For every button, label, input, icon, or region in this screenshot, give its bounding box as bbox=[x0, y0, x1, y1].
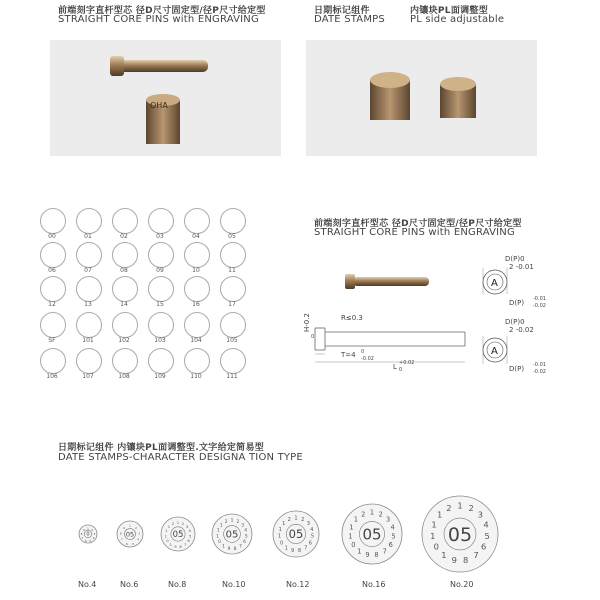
date-stamp-ring-digit: 3 bbox=[477, 509, 483, 520]
date-stamp-ring-digit: 2 bbox=[301, 516, 305, 523]
date-stamp-ring-digit: 0 bbox=[166, 539, 169, 544]
dim-dp-side2: D(P) bbox=[509, 365, 525, 373]
dim-l-tol-upper: +0.02 bbox=[399, 360, 415, 366]
date-stamp-ring-digit: 9 bbox=[227, 547, 231, 553]
symbol-cell bbox=[112, 242, 138, 268]
date-stamp-ring-digit: 1 bbox=[219, 523, 223, 529]
dim-h: H-0.2 bbox=[303, 313, 311, 332]
date-stamp-ring-digit: 7 bbox=[239, 544, 242, 550]
date-stamps-photo bbox=[306, 40, 537, 156]
date-stamp-ring-digit: 1 bbox=[284, 545, 288, 552]
engraving-text: OHA bbox=[150, 101, 168, 110]
dim-t-tol-lower: -0.02 bbox=[361, 356, 374, 362]
date-stamp-ring-digit: 1 bbox=[441, 550, 447, 561]
symbol-cell bbox=[76, 208, 102, 234]
date-stamp-ring-digit: 1 bbox=[457, 500, 463, 511]
dim-r: R≤0.3 bbox=[341, 314, 363, 322]
symbol-caption: 104 bbox=[190, 337, 202, 344]
middle-title-cn: 前端刻字直杆型芯 径D尺寸固定型/径P尺寸给定型 bbox=[314, 219, 522, 229]
symbol-caption: 14 bbox=[120, 301, 128, 308]
date-stamp-ring-digit: 1 bbox=[87, 526, 89, 531]
date-stamp bbox=[340, 502, 404, 566]
top-right-title-en-1: DATE STAMPS bbox=[314, 14, 385, 25]
dim-dp-top2: D(P)0 bbox=[505, 318, 525, 326]
date-stamp-ring-digit: 0 bbox=[280, 540, 284, 547]
date-stamp-ring-digit: 2 bbox=[236, 519, 240, 525]
symbol-caption: 00 bbox=[48, 233, 56, 240]
date-stamp-ring-digit: 2 bbox=[287, 516, 291, 523]
date-stamp-ring-digit: 4 bbox=[244, 528, 248, 534]
core-pins-illustration bbox=[50, 40, 281, 156]
date-stamp-ring-digit: 1 bbox=[167, 524, 171, 529]
date-stamp-ring-digit: 6 bbox=[125, 541, 128, 546]
date-stamp-ring-digit: 1 bbox=[169, 542, 173, 547]
date-stamp-label: No.6 bbox=[120, 580, 139, 589]
symbol-caption: 111 bbox=[226, 373, 238, 380]
date-stamp-ring-digit: 2 bbox=[468, 503, 474, 514]
symbol-cell bbox=[148, 348, 174, 374]
date-stamp-ring-digit: 2 bbox=[171, 521, 175, 526]
symbol-cell bbox=[220, 276, 246, 302]
date-stamp-ring-digit: 9 bbox=[123, 525, 125, 530]
date-stamp-ring-digit: 9 bbox=[82, 528, 85, 533]
date-stamp-ring-digit: 1 bbox=[348, 532, 353, 541]
symbol-cell bbox=[76, 276, 102, 302]
symbol-cell bbox=[112, 348, 138, 374]
symbol-caption: 13 bbox=[84, 301, 92, 308]
date-stamp bbox=[271, 509, 321, 559]
symbol-cell bbox=[184, 276, 210, 302]
date-stamp-ring-digit: 8 bbox=[463, 554, 469, 565]
symbol-cell bbox=[220, 348, 246, 374]
date-stamp-ring-digit: 1 bbox=[353, 515, 359, 524]
date-stamp-ring-digit: 9 bbox=[365, 551, 370, 560]
date-stamp-label: No.12 bbox=[286, 580, 310, 589]
middle-title-en: STRAIGHT CORE PINS with ENGRAVING bbox=[314, 227, 515, 238]
dim-dp-side2-tol-upper: -0.01 bbox=[533, 362, 546, 368]
symbol-caption: 16 bbox=[192, 301, 200, 308]
date-stamp-ring-digit: 1 bbox=[222, 544, 225, 550]
dim-dp-side: D(P) bbox=[509, 299, 525, 307]
date-stamp-ring-digit: 8 bbox=[374, 551, 379, 560]
date-stamp-ring-digit: 3 bbox=[93, 531, 96, 536]
symbol-cell bbox=[148, 208, 174, 234]
symbol-cell bbox=[40, 312, 66, 338]
symbol-cell bbox=[40, 208, 66, 234]
dim-t-tol-upper: 0 bbox=[361, 349, 365, 355]
date-stamp-label: No.16 bbox=[362, 580, 386, 589]
symbol-cell bbox=[40, 242, 66, 268]
date-stamp-ring-digit: 5 bbox=[89, 539, 92, 544]
symbol-cell bbox=[112, 208, 138, 234]
top-right-title-cn-2: 内镶块PL面调整型 bbox=[410, 6, 489, 16]
symbol-caption: 05 bbox=[228, 233, 236, 240]
date-stamp-ring-digit: 7 bbox=[120, 537, 123, 542]
symbol-cell bbox=[40, 348, 66, 374]
dim-l-tol-lower: 0 bbox=[399, 367, 403, 373]
date-stamp-ring-digit: 1 bbox=[278, 526, 282, 533]
date-stamp-ring-digit: 1 bbox=[277, 533, 282, 540]
date-stamp-ring-digit: 6 bbox=[308, 540, 312, 547]
date-stamp-label: No.8 bbox=[168, 580, 187, 589]
date-stamp-ring-digit: 1 bbox=[165, 529, 168, 534]
symbol-cell bbox=[184, 242, 210, 268]
top-right-title-en-2: PL side adjustable bbox=[410, 14, 505, 25]
symbol-cell bbox=[220, 208, 246, 234]
date-stamp-ring-digit: 6 bbox=[187, 539, 190, 544]
symbol-caption: 06 bbox=[48, 267, 56, 274]
dim-dp-side2-tol-lower: -0.02 bbox=[533, 369, 546, 375]
date-stamp-ring-digit: 8 bbox=[297, 548, 302, 555]
date-stamp-ring-digit: 0 bbox=[351, 540, 356, 549]
bottom-title-cn: 日期标记组件 内镶块PL面调整型.文字给定简易型 bbox=[58, 443, 265, 453]
symbol-caption: 02 bbox=[120, 233, 128, 240]
date-stamp-ring-digit: 2 bbox=[224, 519, 228, 525]
date-stamp-center: 05 bbox=[362, 525, 382, 544]
date-stamp-ring-digit: 7 bbox=[304, 545, 308, 552]
date-stamp-ring-digit: 9 bbox=[451, 554, 457, 565]
letter-a-top: A bbox=[491, 278, 498, 289]
date-stamp-center: 0 bbox=[86, 531, 90, 538]
date-stamp-center: 05 bbox=[125, 530, 135, 539]
symbol-caption: 11 bbox=[228, 267, 236, 274]
date-stamp-ring-digit: 4 bbox=[92, 536, 95, 541]
symbol-cell bbox=[220, 312, 246, 338]
symbol-cell bbox=[148, 242, 174, 268]
symbol-cell bbox=[184, 208, 210, 234]
date-stamp bbox=[77, 523, 99, 545]
date-stamp-ring-digit: 1 bbox=[164, 534, 168, 539]
date-stamp bbox=[115, 519, 145, 549]
date-stamp-ring-digit: 4 bbox=[188, 529, 191, 534]
date-stamp-ring-digit: 2 bbox=[446, 503, 452, 514]
date-stamp-ring-digit: 1 bbox=[216, 534, 220, 540]
symbol-caption: 109 bbox=[154, 373, 166, 380]
core-pin-drawing bbox=[295, 250, 555, 400]
date-stamp-ring-digit: 1 bbox=[431, 519, 437, 530]
symbol-caption: 07 bbox=[84, 267, 92, 274]
symbol-caption: 01 bbox=[84, 233, 92, 240]
date-stamp-ring-digit: 7 bbox=[183, 542, 187, 547]
date-stamp-center: 05 bbox=[447, 523, 473, 546]
date-stamp-ring-digit: 7 bbox=[81, 536, 84, 541]
date-stamp-row bbox=[60, 490, 520, 600]
date-stamp-ring-digit: 2 bbox=[361, 510, 366, 519]
symbol-caption: 15 bbox=[156, 301, 164, 308]
dim-dp-side-tol-lower: -0.02 bbox=[533, 303, 546, 309]
symbol-cell bbox=[184, 312, 210, 338]
symbol-cell bbox=[76, 242, 102, 268]
top-left-title-cn: 前端刻字直杆型芯 径D尺寸固定型/径P尺寸给定型 bbox=[58, 6, 266, 16]
date-stamp-ring-digit: 7 bbox=[382, 547, 387, 556]
date-stamp-label: No.20 bbox=[450, 580, 474, 589]
top-right-title-cn-1: 日期标记组件 bbox=[314, 6, 370, 16]
symbol-caption: 107 bbox=[82, 373, 94, 380]
date-stamp-ring-digit: 7 bbox=[473, 550, 479, 561]
date-stamps-illustration bbox=[306, 40, 537, 156]
symbol-caption: 102 bbox=[118, 337, 130, 344]
date-stamp-ring-digit: 3 bbox=[138, 531, 141, 536]
symbol-caption: 17 bbox=[228, 301, 236, 308]
date-stamp-ring-digit: 6 bbox=[243, 540, 246, 546]
symbol-caption: 04 bbox=[192, 233, 200, 240]
date-stamp-ring-digit: 8 bbox=[119, 531, 122, 536]
date-stamp bbox=[420, 494, 500, 574]
symbol-caption: 03 bbox=[156, 233, 164, 240]
date-stamp-ring-digit: 4 bbox=[310, 526, 314, 533]
date-stamp-ring-digit: 1 bbox=[216, 528, 220, 534]
date-stamp-ring-digit: 4 bbox=[137, 537, 140, 542]
date-stamp-ring-digit: 6 bbox=[481, 541, 487, 552]
dim-dp-top: D(P)0 bbox=[505, 255, 525, 263]
date-stamp-ring-digit: 8 bbox=[233, 547, 237, 553]
symbol-caption: 101 bbox=[82, 337, 94, 344]
date-stamp-ring-digit: 8 bbox=[80, 531, 83, 536]
date-stamp bbox=[159, 515, 197, 553]
symbol-caption: 110 bbox=[190, 373, 202, 380]
date-stamp-ring-digit: 6 bbox=[388, 540, 393, 549]
date-stamp-ring-digit: 0 bbox=[218, 540, 221, 546]
symbol-caption: 105 bbox=[226, 337, 238, 344]
date-stamp-ring-digit: 4 bbox=[483, 519, 489, 530]
symbol-caption: 106 bbox=[46, 373, 58, 380]
symbol-caption: 10 bbox=[192, 267, 200, 274]
symbol-cell bbox=[148, 312, 174, 338]
symbol-cell bbox=[112, 312, 138, 338]
symbol-cell bbox=[220, 242, 246, 268]
symbol-caption: 108 bbox=[118, 373, 130, 380]
symbol-grid bbox=[40, 208, 260, 388]
date-stamp-ring-digit: 3 bbox=[306, 520, 310, 527]
core-pins-photo bbox=[50, 40, 281, 156]
symbol-caption: 08 bbox=[120, 267, 128, 274]
date-stamp-ring-digit: 5 bbox=[310, 533, 315, 540]
date-stamp-ring-digit: 1 bbox=[430, 530, 436, 541]
date-stamp-center: 05 bbox=[288, 527, 304, 542]
letter-a-bottom: A bbox=[491, 346, 498, 357]
date-stamp-ring-digit: 5 bbox=[391, 532, 396, 541]
symbol-caption: 103 bbox=[154, 337, 166, 344]
date-stamp bbox=[210, 512, 254, 556]
date-stamp-ring-digit: 4 bbox=[390, 523, 395, 532]
symbol-cell bbox=[76, 312, 102, 338]
symbol-caption: SF bbox=[48, 337, 56, 344]
dim-dp-top2-tol: 2 -0.02 bbox=[509, 326, 534, 334]
dim-l: L bbox=[393, 363, 397, 371]
date-stamp-ring-digit: 5 bbox=[484, 530, 490, 541]
date-stamp-ring-digit: 1 bbox=[294, 515, 298, 522]
top-left-title-en: STRAIGHT CORE PINS with ENGRAVING bbox=[58, 14, 259, 25]
date-stamp-ring-digit: 1 bbox=[357, 547, 362, 556]
date-stamp-ring-digit: 1 bbox=[369, 508, 375, 517]
date-stamp-ring-digit: 1 bbox=[349, 523, 354, 532]
symbol-cell bbox=[148, 276, 174, 302]
date-stamp-center: 05 bbox=[172, 530, 184, 541]
dim-t: T=4 bbox=[341, 351, 356, 359]
date-stamp-ring-digit: 5 bbox=[132, 541, 135, 546]
bottom-title-en: DATE STAMPS-CHARACTER DESIGNA TION TYPE bbox=[58, 452, 303, 463]
date-stamp-ring-digit: 1 bbox=[176, 520, 180, 525]
date-stamp-ring-digit: 2 bbox=[135, 525, 137, 530]
date-stamp-ring-digit: 0 bbox=[433, 541, 439, 552]
date-stamp-ring-digit: 8 bbox=[179, 544, 182, 549]
date-stamp-label: No.4 bbox=[78, 580, 97, 589]
date-stamp-ring-digit: 1 bbox=[282, 520, 286, 527]
date-stamp-ring-digit: 6 bbox=[84, 539, 87, 544]
symbol-cell bbox=[40, 276, 66, 302]
date-stamp-center: 05 bbox=[225, 529, 239, 541]
date-stamp-ring-digit: 1 bbox=[437, 509, 443, 520]
dim-h-tol: 0 bbox=[311, 334, 315, 340]
date-stamp-ring-digit: 2 bbox=[378, 510, 383, 519]
date-stamp-ring-digit: 5 bbox=[188, 534, 192, 539]
symbol-cell bbox=[76, 348, 102, 374]
date-stamp-ring-digit: 9 bbox=[174, 544, 177, 549]
date-stamp-ring-digit: 3 bbox=[241, 523, 245, 529]
date-stamp-ring-digit: 3 bbox=[385, 515, 391, 524]
date-stamp-ring-digit: 2 bbox=[91, 528, 94, 533]
date-stamp-ring-digit: 5 bbox=[244, 534, 248, 540]
symbol-cell bbox=[184, 348, 210, 374]
symbol-caption: 12 bbox=[48, 301, 56, 308]
date-stamp-ring-digit: 9 bbox=[290, 548, 295, 555]
date-stamp-ring-digit: 3 bbox=[185, 524, 189, 529]
date-stamp-ring-digit: 1 bbox=[129, 523, 131, 528]
symbol-cell bbox=[112, 276, 138, 302]
date-stamp-ring-digit: 2 bbox=[181, 521, 185, 526]
date-stamp-label: No.10 bbox=[222, 580, 246, 589]
symbol-caption: 09 bbox=[156, 267, 164, 274]
dim-dp-side-tol-upper: -0.01 bbox=[533, 296, 546, 302]
dim-dp-top-tol: 2 -0.01 bbox=[509, 263, 534, 271]
date-stamp-ring-digit: 1 bbox=[230, 518, 234, 524]
